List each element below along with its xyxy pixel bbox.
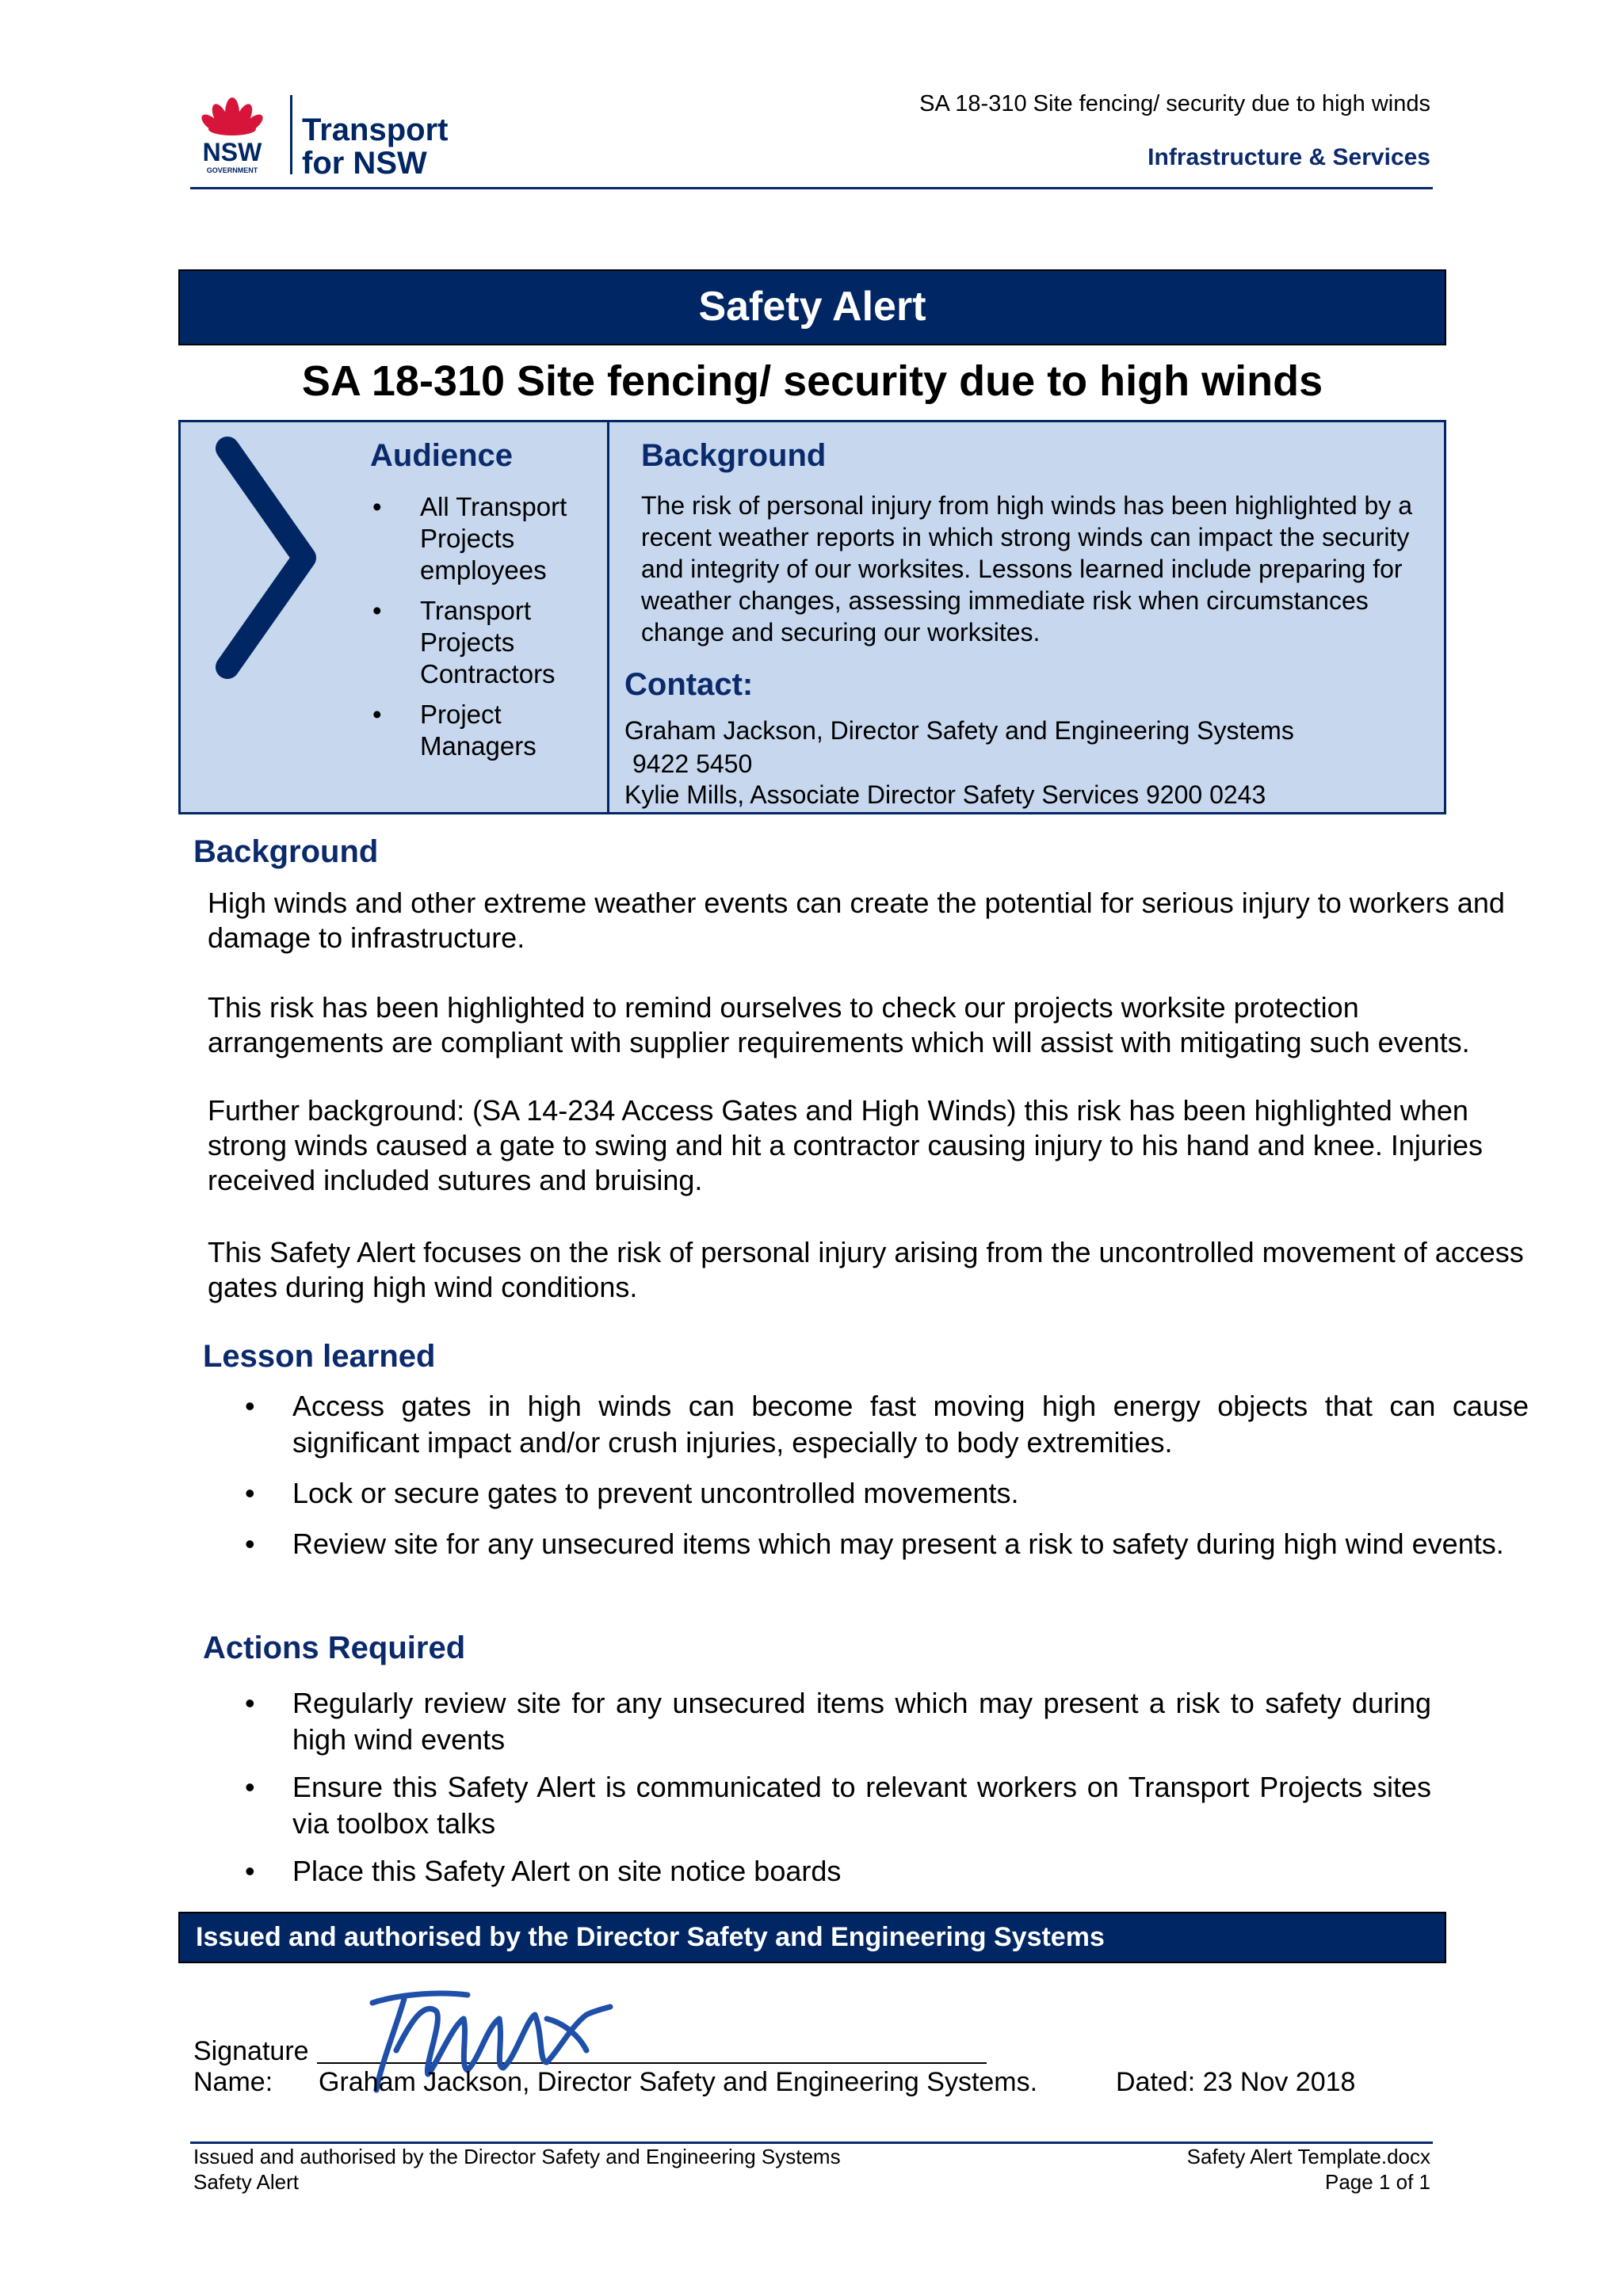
signatory-name: Graham Jackson, Director Safety and Engineering Systems.: [319, 2067, 1038, 2097]
contact-line: Graham Jackson, Director Safety and Engineering Systems: [624, 716, 1294, 745]
background-heading: Background: [193, 834, 379, 869]
audience-list: [365, 491, 602, 771]
footer-issued: Issued and authorised by the Director Safety and Engineering Systems: [193, 2145, 841, 2168]
summary-background-text: The risk of personal injury from high winds has been highlighted by a recent weather reports in which strong winds can impact the security and integrity of our worksites. Lessons learned include preparing for weather changes, assessing immediate risk when circumstances change and securing our worksites.: [641, 491, 1412, 646]
logo-government: GOVERNMENT: [206, 166, 258, 174]
background-paragraph: Further background: (SA 14-234 Access Gates and High Winds) this risk has been highlighted when strong winds caused a gate to swing and hit a contractor causing injury to his hand and knee. Injuries received included sutures and bruising.: [208, 1094, 1483, 1196]
safety-alert-banner: Safety Alert: [178, 269, 1446, 345]
summary-divider: [607, 420, 609, 814]
action-item: • Regularly review site for any unsecured items which may present a risk to safety during high wind events: [245, 1685, 1431, 1758]
document-reference: SA 18-310 Site fencing/ security due to high winds: [919, 91, 1430, 116]
actions-list: [245, 1685, 1431, 1901]
audience-item: • All Transport Projects employees: [365, 491, 602, 586]
footer-divider: [190, 2142, 1433, 2144]
contact-heading: Contact:: [624, 667, 754, 702]
background-paragraph: This Safety Alert focuses on the risk of personal injury arising from the uncontrolled movement of access gates during high wind conditions.: [208, 1236, 1524, 1303]
header-divider: [190, 187, 1433, 189]
action-item: • Place this Safety Alert on site notice boards: [245, 1853, 1431, 1890]
footer-template: Safety Alert Template.docx: [1186, 2145, 1430, 2168]
issued-by-bar: Issued and authorised by the Director Safety and Engineering Systems: [178, 1912, 1446, 1963]
audience-item: • Transport Projects Contractors: [365, 595, 602, 690]
lesson-learned-heading: Lesson learned: [203, 1339, 436, 1374]
audience-item: • Project Managers: [365, 699, 602, 762]
contact-line: Kylie Mills, Associate Director Safety Services 9200 0243: [624, 780, 1266, 809]
logo-transport: Transport: [302, 113, 449, 147]
chevron-right-icon: [208, 434, 327, 681]
logo-for-nsw: for NSW: [302, 146, 427, 181]
transport-for-nsw-logo: [189, 83, 462, 182]
footer-doc-type: Safety Alert: [193, 2170, 299, 2194]
waratah-icon: [199, 97, 265, 135]
lesson-item: • Review site for any unsecured items which may present a risk to safety during high wind events.: [245, 1526, 1529, 1562]
contact-phone: 9422 5450: [632, 749, 753, 778]
name-label: Name:: [193, 2067, 273, 2097]
actions-required-heading: Actions Required: [203, 1630, 466, 1665]
action-item: • Ensure this Safety Alert is communicated to relevant workers on Transport Projects sites via toolbox talks: [245, 1769, 1431, 1842]
footer-page-number: Page 1 of 1: [1325, 2170, 1430, 2194]
audience-heading: Audience: [370, 438, 514, 473]
summary-background-heading: Background: [641, 438, 827, 473]
background-paragraph: High winds and other extreme weather events can create the potential for serious injury to workers and damage to infrastructure.: [208, 887, 1505, 954]
dated: Dated: 23 Nov 2018: [1116, 2067, 1356, 2097]
background-paragraph: This risk has been highlighted to remind ourselves to check our projects worksite protection arrangements are compliant with supplier requirements which will assist with mitigating such events.: [208, 991, 1470, 1058]
signature-label: Signature: [193, 2036, 309, 2066]
lesson-list: [245, 1388, 1529, 1577]
logo-nsw: NSW: [202, 138, 262, 166]
division-name: Infrastructure & Services: [1148, 144, 1430, 170]
lesson-item: • Lock or secure gates to prevent uncontrolled movements.: [245, 1475, 1529, 1512]
lesson-item: • Access gates in high winds can become fast moving high energy objects that can cause significant impact and/or crush injuries, especially to body extremities.: [245, 1388, 1529, 1461]
page-title: SA 18-310 Site fencing/ security due to high winds: [301, 357, 1323, 405]
